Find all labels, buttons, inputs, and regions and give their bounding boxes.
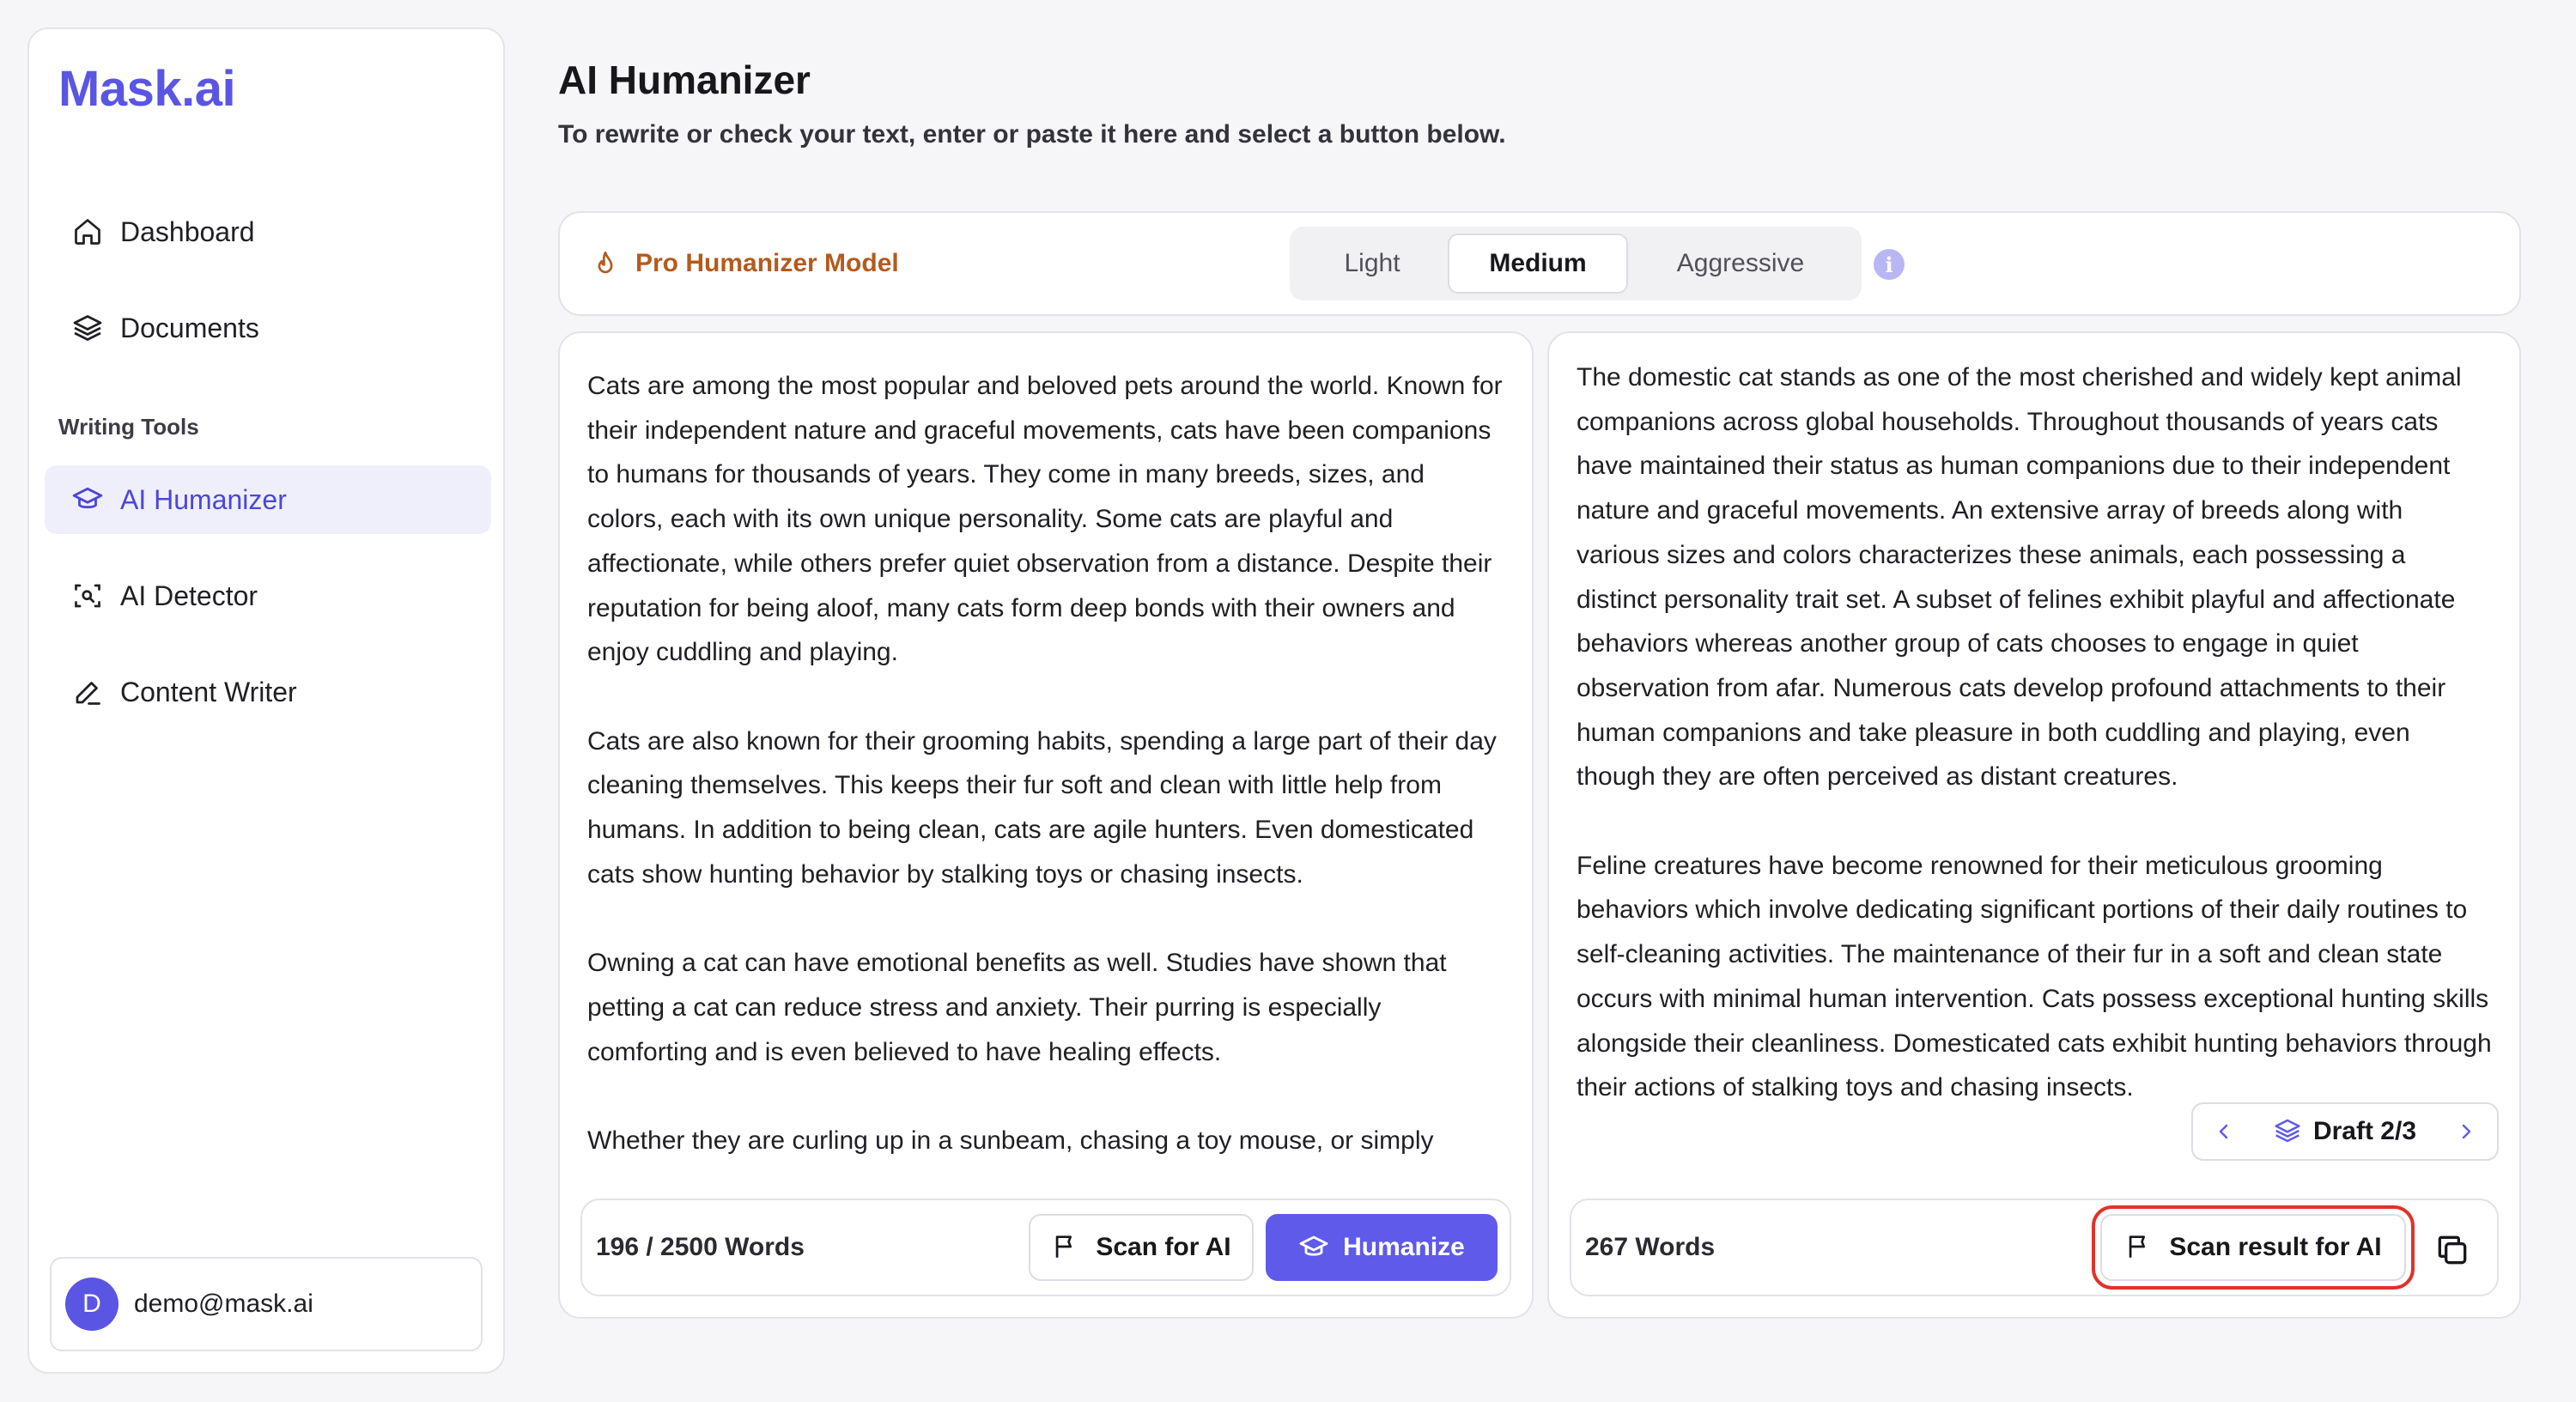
chevron-left-icon[interactable] <box>2212 1120 2236 1144</box>
model-selector[interactable] <box>591 213 899 314</box>
model-label: Pro Humanizer Model <box>635 249 899 277</box>
nav-item-label: AI Humanizer <box>120 483 287 515</box>
input-paragraph: Cats are among the most popular and beloved pets around the world. Known for their independent nature and graceful movements, cats have been companions to humans for thousands of years. They come in many breeds, sizes, and colors, each with its own unique personality. Some cats are playful and affectionate, while others prefer quiet observation from a distance. Despite their reputation for being aloof, many cats form deep bonds with their owners and enjoy cuddling and playing. <box>587 372 1503 667</box>
scan-face-icon <box>70 579 105 613</box>
mode-light-button[interactable]: Light <box>1344 249 1400 277</box>
scan-for-ai-label: Scan for AI <box>1096 1233 1231 1261</box>
page-subtitle: To rewrite or check your text, enter or paste it here and select a button below. <box>558 120 1506 149</box>
nav-item-ai-detector[interactable] <box>45 561 491 630</box>
user-email: demo@mask.ai <box>134 1290 313 1318</box>
input-paragraph: Owning a cat can have emotional benefits as well. Studies have shown that petting a cat can reduce stress and anxiety. Their purring is especially comforting and is even believed to have healing effects. <box>587 949 1447 1066</box>
copy-icon[interactable] <box>2433 1231 2471 1269</box>
input-text-area[interactable] <box>587 364 1504 1207</box>
output-footer <box>1570 1199 2499 1296</box>
user-account-card[interactable] <box>50 1257 483 1351</box>
output-word-count: 267 Words <box>1585 1233 1716 1261</box>
input-word-count: 196 / 2500 Words <box>596 1233 805 1261</box>
nav-item-label: Content Writer <box>120 676 297 707</box>
draft-pager <box>2191 1102 2499 1161</box>
mode-selector <box>1290 227 1862 300</box>
scan-for-ai-button[interactable] <box>1029 1214 1254 1281</box>
output-panel <box>1547 331 2521 1319</box>
chevron-right-icon[interactable] <box>2454 1120 2478 1144</box>
graduation-cap-icon <box>1298 1232 1329 1263</box>
flag-icon <box>1051 1232 1082 1263</box>
home-icon <box>70 215 105 249</box>
info-icon[interactable]: i <box>1874 249 1905 280</box>
nav-item-dashboard[interactable] <box>45 197 491 266</box>
section-label: Writing Tools <box>58 414 199 440</box>
pen-icon <box>70 675 105 709</box>
page-title: AI Humanizer <box>558 58 811 102</box>
input-panel <box>558 331 1534 1319</box>
mode-medium-button[interactable]: Medium <box>1448 234 1628 294</box>
app-logo[interactable]: Mask.ai <box>58 61 236 117</box>
nav-item-label: Dashboard <box>120 215 255 247</box>
mode-aggressive-button[interactable]: Aggressive <box>1676 249 1805 277</box>
flag-icon <box>2124 1232 2155 1263</box>
sidebar <box>27 27 505 1374</box>
layers-icon <box>70 311 105 345</box>
nav-item-ai-humanizer[interactable] <box>45 465 491 534</box>
input-paragraph: Cats are also known for their grooming habits, spending a large part of their day cleaning themselves. This keeps their fur soft and clean with little help from humans. In addition to being clean, cats are agile hunters. Even domesticated cats show hunting behavior by stalking toys or chasing insects. <box>587 726 1497 889</box>
flame-icon <box>591 249 620 278</box>
scan-result-label: Scan result for AI <box>2169 1233 2382 1261</box>
draft-label: Draft 2/3 <box>2312 1117 2417 1145</box>
humanize-button[interactable] <box>1266 1214 1498 1281</box>
nav-item-label: AI Detector <box>120 580 258 611</box>
output-paragraph: Feline creatures have become renowned for their meticulous grooming behaviors which involve dedicating significant portions of their daily routines to self-cleaning activities. The maintenance of their fur in a soft and clean state occurs with minimal human intervention. Cats possess exceptional hunting skills alongside their cleanliness. Domesticated cats exhibit hunting behaviors through their actions of stalking toys and chasing insects. <box>1577 851 2492 1102</box>
layers-icon <box>2274 1117 2303 1146</box>
graduation-cap-icon <box>70 483 105 517</box>
humanize-label: Humanize <box>1343 1233 1465 1261</box>
model-bar <box>558 211 2521 316</box>
input-footer <box>580 1199 1511 1296</box>
output-text-area[interactable] <box>1577 355 2492 1155</box>
avatar: D <box>65 1278 118 1331</box>
input-paragraph: Whether they are curling up in a sunbeam, chasing a toy mouse, or simply <box>587 1126 1434 1155</box>
scan-result-for-ai-button[interactable] <box>2100 1214 2406 1281</box>
draft-indicator <box>2274 1117 2416 1146</box>
output-paragraph: The domestic cat stands as one of the most cherished and widely kept animal companions across global households. Throughout thousands of years cats have maintained their status as human companions due to their independent nature and graceful movements. An extensive array of breeds along with various sizes and colors characterizes these animals, each possessing a distinct personality trait set. A subset of felines exhibit playful and affectionate behaviors whereas another group of cats chooses to engage in quiet observation from afar. Numerous cats develop profound attachments to their human companions and take pleasure in both cuddling and playing, even though they are often perceived as distant creatures. <box>1577 363 2462 792</box>
nav-item-documents[interactable] <box>45 294 491 362</box>
nav-item-content-writer[interactable] <box>45 658 491 726</box>
nav-item-label: Documents <box>120 312 259 343</box>
